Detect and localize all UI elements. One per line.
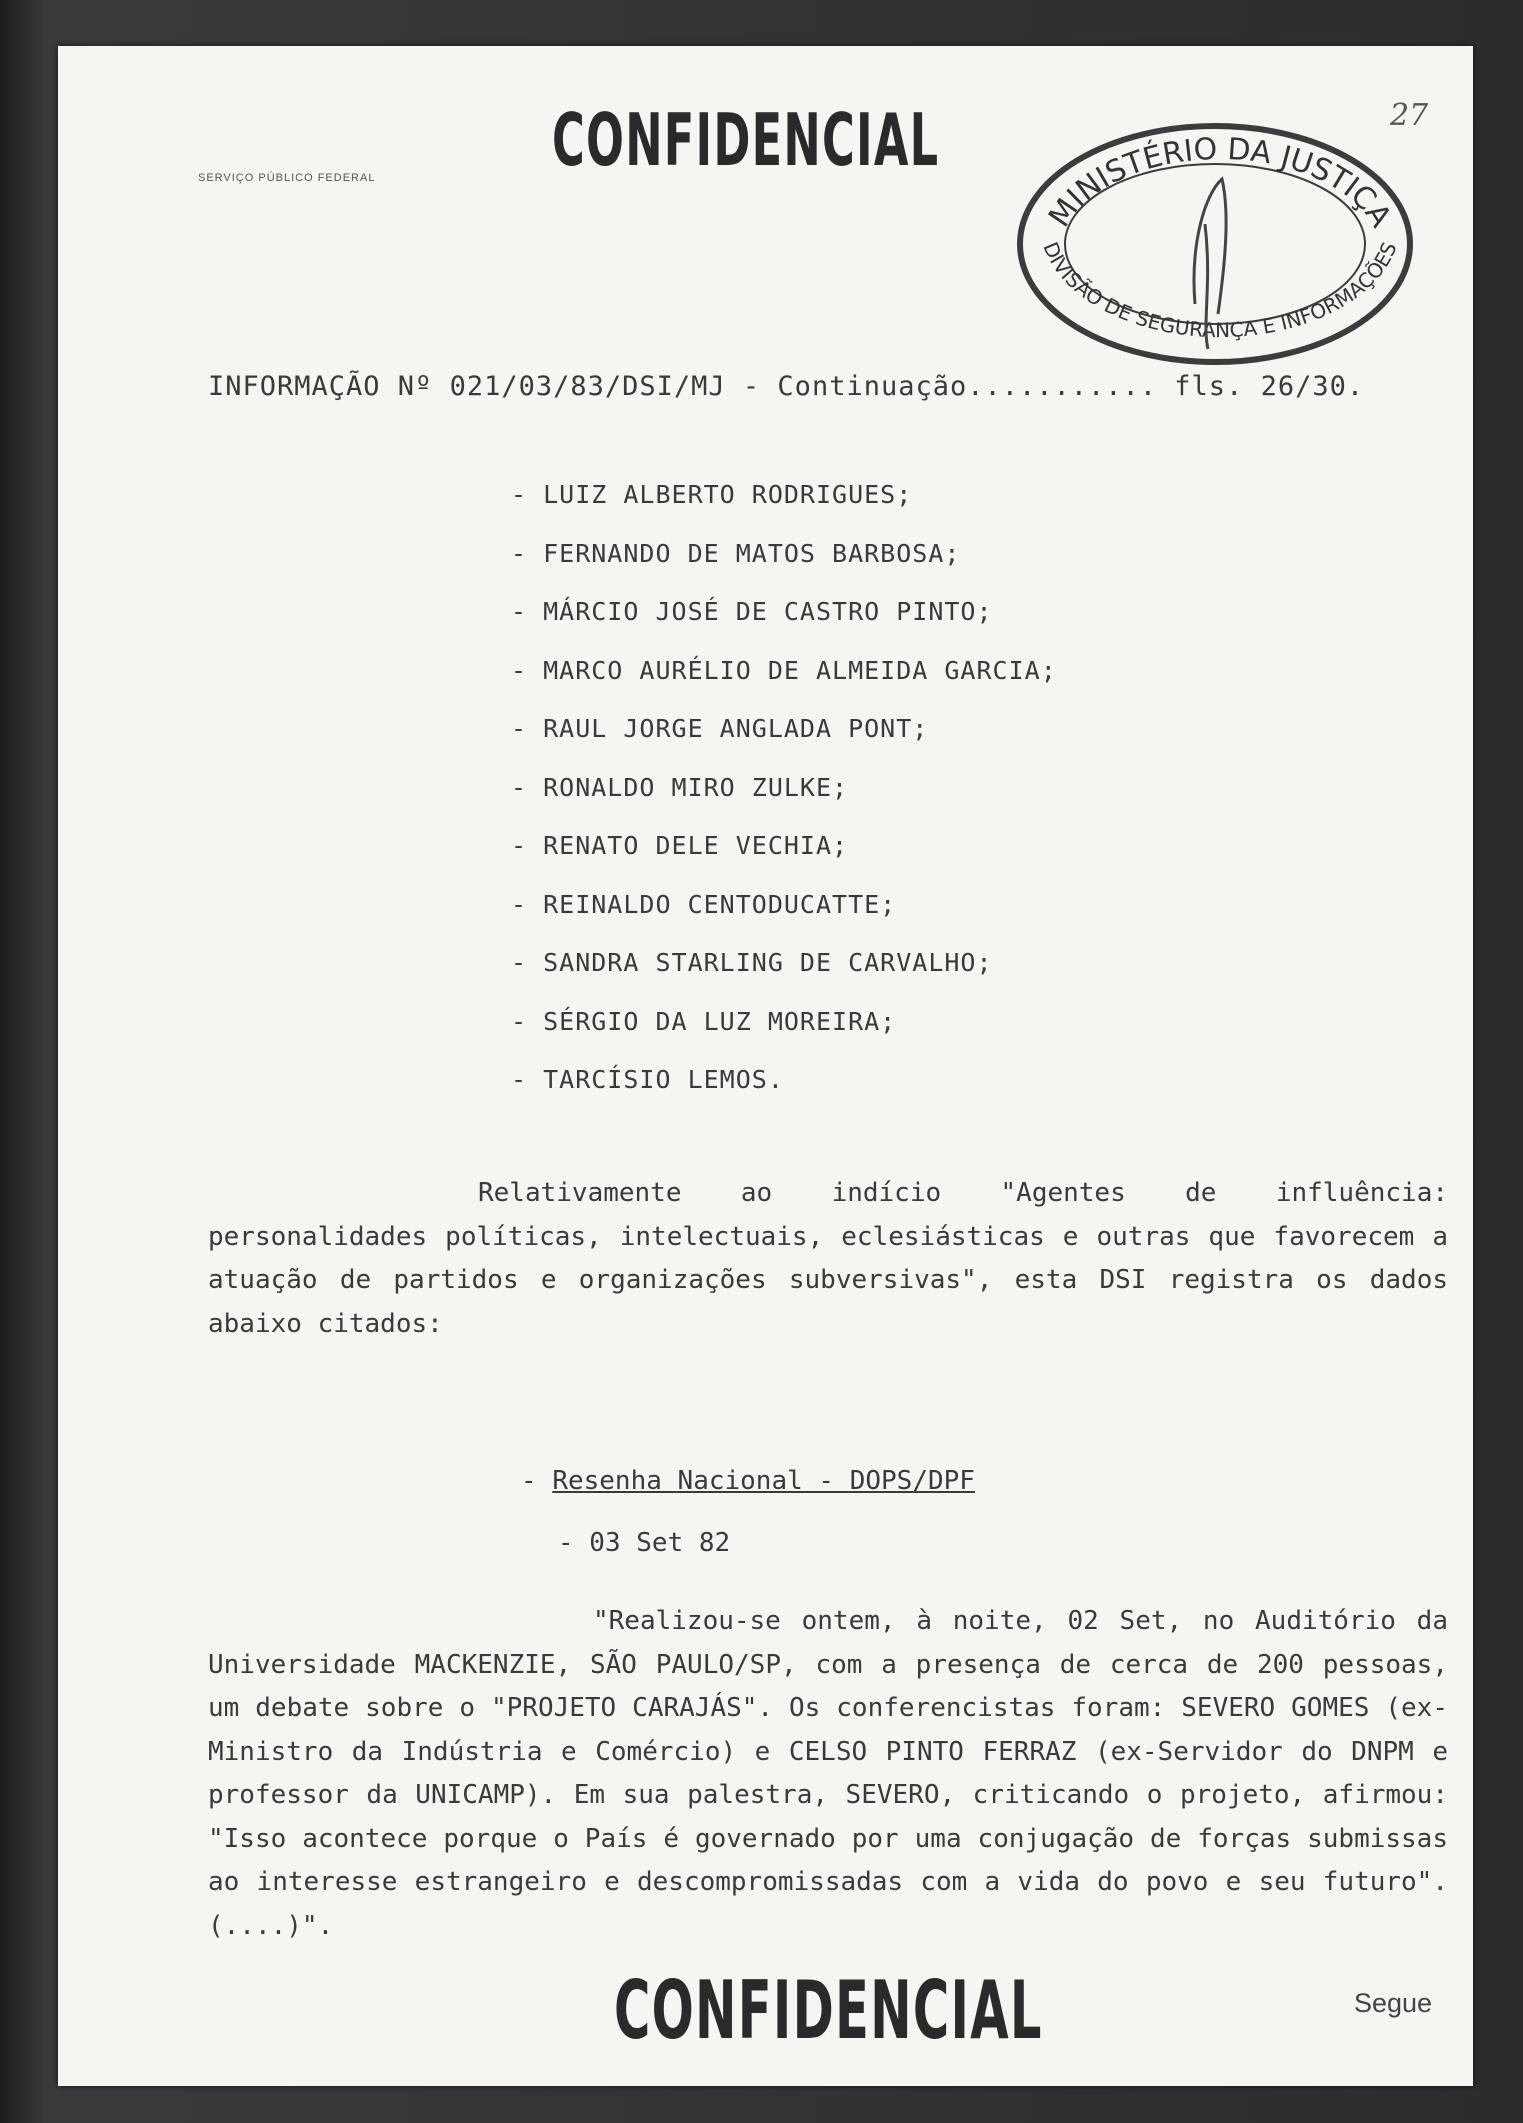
list-item: - RAUL JORGE ANGLADA PONT; — [511, 714, 929, 743]
list-item: - REINALDO CENTODUCATTE; — [511, 889, 897, 919]
seal-bottom-text: DIVISÃO DE SEGURANÇA E INFORMAÇÕES — [1038, 238, 1402, 343]
ministry-seal-stamp — [990, 104, 1430, 384]
list-item: - MÁRCIO JOSÉ DE CASTRO PINTO; — [511, 597, 993, 626]
list-item: - TARCÍSIO LEMOS. — [511, 1065, 784, 1094]
list-item: - RONALDO MIRO ZULKE; — [511, 772, 849, 802]
service-label: SERVIÇO PÚBLICO FEDERAL — [198, 172, 376, 184]
list-item: - FERNANDO DE MATOS BARBOSA; — [511, 538, 961, 568]
continuation-label: Segue — [1354, 1988, 1433, 2018]
seal-top-text: MINISTÉRIO DA JUSTIÇA — [1042, 131, 1399, 234]
section-title: Resenha Nacional - DOPS/DPF — [552, 1466, 975, 1496]
list-item: - LUIZ ALBERTO RODRIGUES; — [511, 480, 913, 509]
section-heading — [521, 1466, 975, 1496]
handwritten-page-number: 27 — [1390, 98, 1429, 133]
list-item: - SANDRA STARLING DE CARVALHO; — [511, 948, 993, 977]
document-page — [58, 46, 1473, 2086]
section-date: - 03 Set 82 — [558, 1528, 731, 1558]
paragraph-report: "Realizou-se ontem, à noite, 02 Set, no Auditório da Universidade MACKENZIE, SÃO PAULO/SP, com a presença de cerca de 200 pessoas, um debate sobre o "PROJETO CARAJÁS". Os conferencistas foram: SEVERO GOMES (ex-Ministro da Indústria e Comércio) e CELSO PINTO FERRAZ (ex-Servidor do DNPM e professor da UNICAMP). Em sua palestra, SEVERO, criticando o projeto, afirmou: "Isso acontece porque o País é governado por uma conjugação de forças submissas ao interesse estrangeiro e descompromissadas com a vida do povo e seu futuro". (....)". — [208, 1606, 1448, 1941]
list-item: - RENATO DELE VECHIA; — [511, 831, 849, 860]
list-item: - MARCO AURÉLIO DE ALMEIDA GARCIA; — [511, 655, 1057, 685]
document-heading: INFORMAÇÃO Nº 021/03/83/DSI/MJ - Continuação........... fls. 26/30. — [208, 371, 1365, 402]
paragraph-agents-of-influence: Relativamente ao indício "Agentes de influência: personalidades políticas, intelectuais, eclesiásticas e outras que favorecem a atuação de partidos e organizações subversivas", esta DSI registra os dados abaixo citados: — [208, 1178, 1448, 1339]
section-dash: - — [521, 1466, 553, 1496]
classification-footer: CONFIDENCIAL — [614, 1964, 1043, 2057]
names-list — [511, 466, 1057, 1110]
list-item: - SÉRGIO DA LUZ MOREIRA; — [511, 1006, 897, 1036]
classification-header: CONFIDENCIAL — [552, 98, 940, 182]
